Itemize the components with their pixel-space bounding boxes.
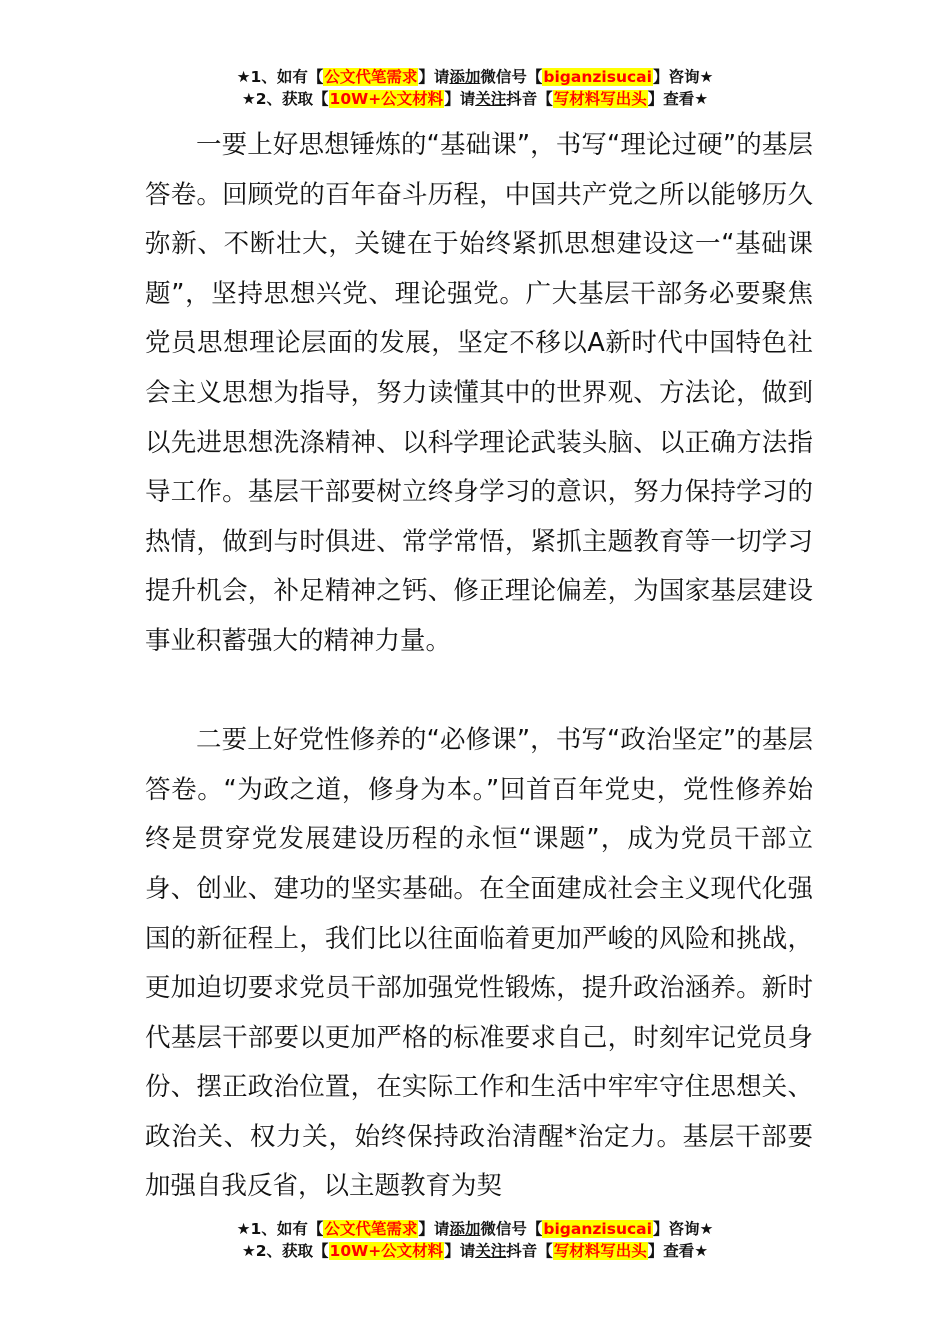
banner-line-1: [0, 66, 950, 88]
footer-underline-add: 添加: [449, 1220, 481, 1238]
footer-highlight-service: 公文代笔需求: [324, 1220, 418, 1238]
banner-highlight-service: 公文代笔需求: [324, 68, 418, 86]
banner-underline-add: 添加: [449, 68, 481, 86]
banner-highlight-wechat-id: biganzisucai: [543, 68, 652, 86]
banner-underline-follow: 关注: [475, 90, 507, 108]
footer-highlight-wechat-id: biganzisucai: [543, 1220, 652, 1238]
footer-line-2: [0, 1240, 950, 1262]
paragraph-spacer: [145, 667, 813, 717]
footer-line-1-mid2: 微信号【: [480, 1220, 543, 1238]
banner-highlight-douyin-account: 写材料写出头: [553, 90, 647, 108]
document-body: [145, 121, 813, 1212]
footer-line-2-prefix: ★2、获取【: [241, 1242, 329, 1260]
footer-underline-follow: 关注: [475, 1242, 507, 1260]
footer-highlight-materials: 10W+公文材料: [329, 1242, 444, 1260]
banner-line-1-mid2: 微信号【: [480, 68, 543, 86]
paragraph-party-spirit: 二要上好党性修养的“必修课”，书写“政治坚定”的基层答卷。“为政之道，修身为本。”回首百年党史，党性修养始终是贯穿党发展建设历程的永恒“课题”，成为党员干部立身、创业、建功的坚实基础。在全面建成社会主义现代化强国的新征程上，我们比以往面临着更加严峻的风险和挑战，更加迫切要求党员干部加强党性锻炼，提升政治涵养。新时代基层干部要以更加严格的标准要求自己，时刻牢记党员身份、摆正政治位置，在实际工作和生活中牢牢守住思想关、政治关、权力关，始终保持政治清醒*治定力。基层干部要加强自我反省，以主题教育为契: [145, 725, 813, 1202]
banner-line-1-suffix: 】咨询★: [652, 68, 714, 86]
banner-line-1-mid: 】请: [418, 68, 450, 86]
banner-line-2-mid: 】请: [444, 90, 476, 108]
header-banner: [0, 66, 950, 110]
paragraph-theory: 一要上好思想锤炼的“基础课”，书写“理论过硬”的基层答卷。回顾党的百年奋斗历程，中国共产党之所以能够历久弥新、不断壮大，关键在于始终紧抓思想建设这一“基础课题”，坚持思想兴党、理论强党。广大基层干部务必要聚焦党员思想理论层面的发展，坚定不移以A新时代中国特色社会主义思想为指导，努力读懂其中的世界观、方法论，做到以先进思想洗涤精神、以科学理论武装头脑、以正确方法指导工作。基层干部要树立终身学习的意识，努力保持学习的热情，做到与时俱进、常学常悟，紧抓主题教育等一切学习提升机会，补足精神之钙、修正理论偏差，为国家基层建设事业积蓄强大的精神力量。: [145, 130, 813, 656]
footer-line-2-mid: 】请: [444, 1242, 476, 1260]
footer-line-2-mid2: 抖音【: [506, 1242, 553, 1260]
footer-banner: [0, 1218, 950, 1262]
footer-line-1-suffix: 】咨询★: [652, 1220, 714, 1238]
banner-line-2: [0, 88, 950, 110]
footer-line-1: [0, 1218, 950, 1240]
footer-line-2-suffix: 】查看★: [647, 1242, 709, 1260]
banner-line-2-suffix: 】查看★: [647, 90, 709, 108]
footer-highlight-douyin-account: 写材料写出头: [553, 1242, 647, 1260]
banner-highlight-materials: 10W+公文材料: [329, 90, 444, 108]
banner-line-2-prefix: ★2、获取【: [241, 90, 329, 108]
banner-line-2-mid2: 抖音【: [506, 90, 553, 108]
footer-line-1-prefix: ★1、如有【: [236, 1220, 324, 1238]
banner-line-1-prefix: ★1、如有【: [236, 68, 324, 86]
footer-line-1-mid: 】请: [418, 1220, 450, 1238]
